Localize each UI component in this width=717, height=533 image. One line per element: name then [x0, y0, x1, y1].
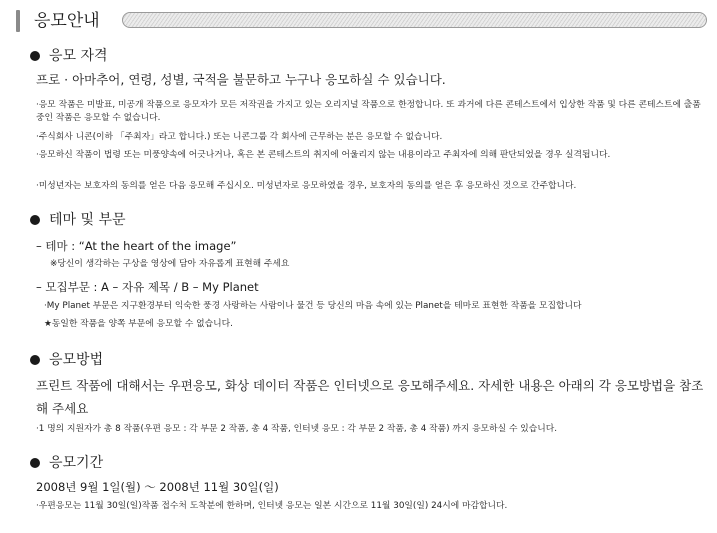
- bullet-icon: [30, 355, 40, 365]
- theme-note: ※당신이 생각하는 구상을 영상에 담아 자유롭게 표현해 주세요: [50, 259, 290, 269]
- qualification-lead: 프로 · 아마추어, 연령, 성별, 국적을 불문하고 누구나 응모하실 수 있습니다.: [36, 72, 446, 87]
- header-marker: [16, 10, 20, 32]
- qualification-item: ·응모 작품은 미발표, 미공개 작품으로 응모자가 모든 저작권을 가지고 있는 오리지널 작품으로 한정합니다. 또 과거에 다른 콘테스트에서 입상한 작품 및 다른 콘테스트에 출품 중인 작품은 응모할 수 없습니다.: [36, 100, 701, 123]
- method-lead: 프린트 작품에 대해서는 우편응모, 화상 데이터 작품은 인터넷으로 응모해주세요. 자세한 내용은 아래의 각 응모방법을 참조해 주세요: [36, 378, 704, 416]
- category-line: – 모집부문 : A – 자유 제목 / B – My Planet: [36, 280, 259, 294]
- section-heading-theme: 테마 및 부문: [30, 210, 126, 230]
- bullet-icon: [30, 51, 40, 61]
- qualification-item: ·주식회사 니콘(이하 「주최자」라고 합니다.) 또는 니콘그룹 각 회사에 근무하는 분은 응모할 수 없습니다.: [36, 132, 443, 142]
- qualification-item: ·미성년자는 보호자의 동의를 얻은 다음 응모해 주십시오. 미성년자로 응모하였을 경우, 보호자의 동의를 얻은 후 응모하신 것으로 간주합니다.: [36, 181, 577, 191]
- period-dates: 2008년 9월 1일(월) ～ 2008년 11월 30일(일): [36, 480, 279, 494]
- theme-line: – 테마 : “At the heart of the image”: [36, 239, 237, 253]
- qualification-item: ·응모하신 작품이 법령 또는 미풍양속에 어긋나거나, 혹은 본 콘테스트의 취지에 어울리지 않는 내용이라고 주최자에 의해 판단되었을 경우 실격됩니다.: [36, 150, 611, 160]
- bullet-icon: [30, 458, 40, 468]
- section-heading-method: 응모방법: [30, 350, 103, 370]
- page-header: [16, 8, 709, 34]
- method-note: ·1 명의 지원자가 총 8 작품(우편 응모 : 각 부문 2 작품, 총 4 작품, 인터넷 응모 : 각 부문 2 작품, 총 4 작품) 까지 응모하실 수 있습니다.: [36, 424, 558, 434]
- duplicate-note: ★동일한 작품을 양쪽 부문에 응모할 수 없습니다.: [44, 319, 233, 329]
- section-heading-qualification: 응모 자격: [30, 46, 108, 66]
- category-note: ·My Planet 부문은 지구환경부터 익숙한 풍경 사랑하는 사람이나 물건 등 당신의 마음 속에 있는 Planet을 테마로 표현한 작품을 모집합니다: [44, 301, 582, 311]
- header-decorative-bar: [122, 12, 707, 28]
- period-note: ·우편응모는 11월 30일(일)작품 접수처 도착분에 한하며, 인터넷 응모는 일본 시간으로 11월 30일(일) 24시에 마감합니다.: [36, 501, 508, 511]
- section-heading-period: 응모기간: [30, 453, 103, 473]
- page-title: 응모안내: [34, 11, 100, 31]
- bullet-icon: [30, 215, 40, 225]
